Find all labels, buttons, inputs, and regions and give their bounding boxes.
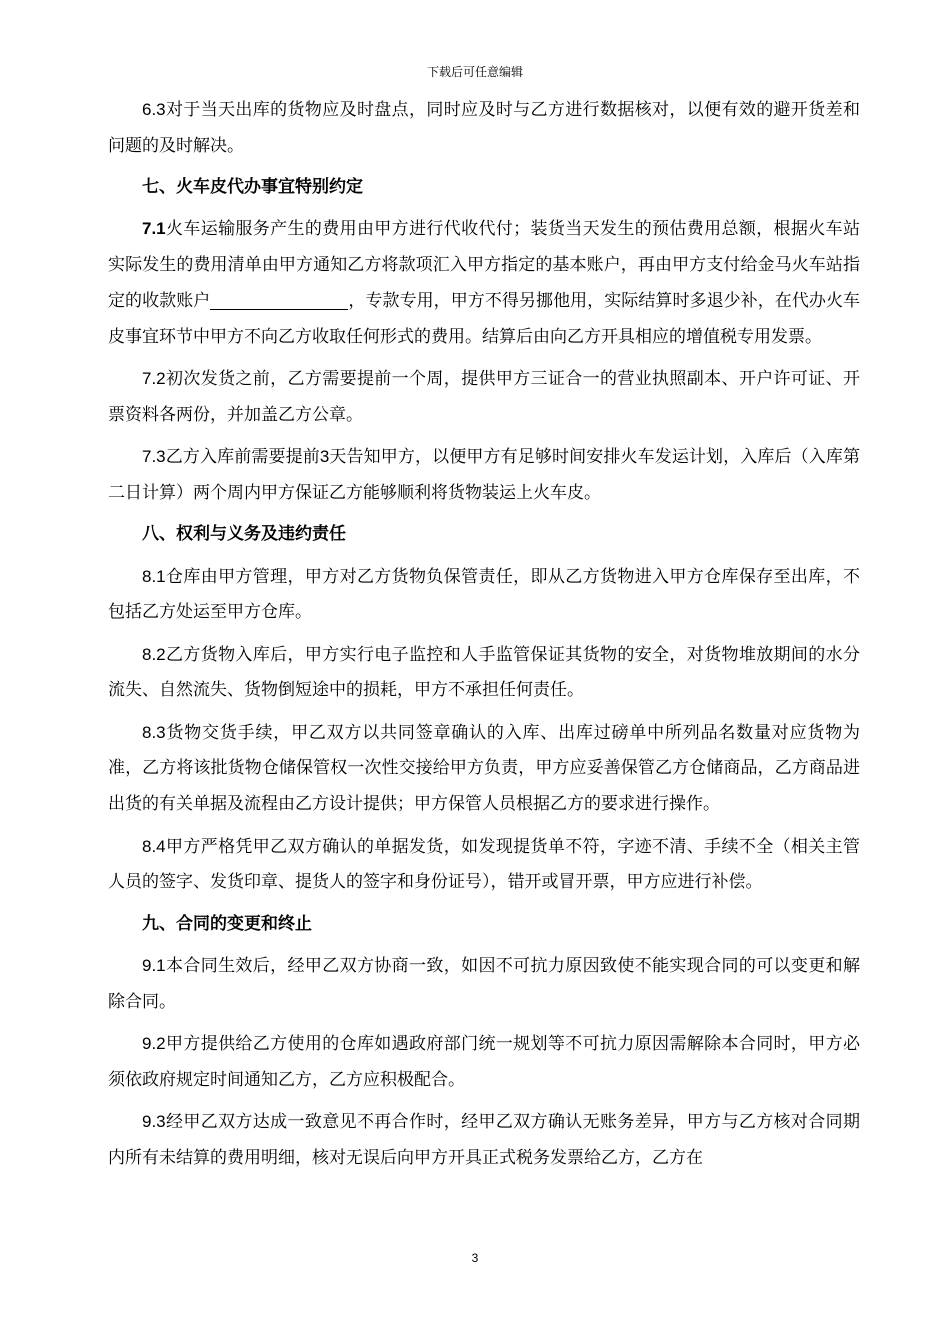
clause-8-1 bbox=[108, 559, 860, 631]
clause-number: 8.3 bbox=[142, 722, 166, 742]
document-body bbox=[108, 92, 860, 1182]
clause-number: 8.1 bbox=[142, 566, 166, 586]
clause-9-1 bbox=[108, 948, 860, 1020]
clause-number: 7.2 bbox=[142, 368, 166, 388]
clause-text: 本合同生效后，经甲乙双方协商一致，如因不可抗力原因致使不能实现合同的可以变更和解除合同。 bbox=[108, 956, 860, 1012]
clause-number: 9.2 bbox=[142, 1034, 166, 1054]
clause-6-3 bbox=[108, 92, 860, 164]
clause-number: 7.1 bbox=[142, 219, 166, 239]
notice-days: 3 bbox=[319, 447, 330, 467]
clause-text-continued: 天告知甲方，以便甲方有足够时间安排火车发运计划，入库后（入库第二日计算）两个周内甲方保证乙方能够顺利将货物装运上火车皮。 bbox=[108, 447, 861, 503]
clause-9-3 bbox=[108, 1104, 860, 1176]
clause-7-3 bbox=[108, 439, 860, 511]
clause-text: 乙方入库前需要提前 bbox=[165, 447, 320, 468]
clause-text: 初次发货之前，乙方需要提前一个周，提供甲方三证合一的营业执照副本、开户许可证、开票资料各两份，并加盖乙方公章。 bbox=[108, 368, 860, 425]
clause-text-continued: ，专款专用，甲方不得另挪他用，实际结算时多退少补，在代办火车皮事宜环节中甲方不向乙方收取任何形式的费用。结算后由向乙方开具相应的增值税专用发票。 bbox=[108, 290, 861, 347]
clause-text: 乙方货物入库后，甲方实行电子监控和人手监管保证其货物的安全，对货物堆放期间的水分流失、自然流失、货物倒短途中的损耗，甲方不承担任何责任。 bbox=[108, 644, 860, 701]
clause-7-2 bbox=[108, 361, 860, 433]
clause-8-3 bbox=[108, 715, 860, 823]
clause-number: 8.4 bbox=[142, 836, 166, 856]
clause-text: 仓库由甲方管理，甲方对乙方货物负保管责任，即从乙方货物进入甲方仓库保存至出库，不包括乙方处运至甲方仓库。 bbox=[108, 566, 860, 623]
clause-text: 火车运输服务产生的费用由甲方进行代收代付；装货当天发生的预估费用总额，根据火车站实际发生的费用清单由甲方通知乙方将款项汇入甲方指定的基本账户，再由甲方支付给金马火车站指定的收款账户 bbox=[108, 219, 860, 311]
clause-number: 6.3 bbox=[142, 100, 166, 119]
account-blank-line bbox=[210, 287, 348, 310]
clause-number: 9.3 bbox=[142, 1112, 166, 1132]
page-number: 3 bbox=[471, 1251, 479, 1265]
section-heading-7: 七、火车皮代办事宜特别约定 bbox=[142, 177, 363, 198]
clause-number: 7.3 bbox=[142, 447, 166, 467]
page-header: 下载后可任意编辑 bbox=[426, 65, 523, 79]
clause-9-2 bbox=[108, 1026, 860, 1098]
section-heading-8: 八、权利与义务及违约责任 bbox=[142, 524, 346, 545]
clause-number: 8.2 bbox=[142, 644, 166, 664]
clause-7-1 bbox=[108, 211, 860, 355]
clause-text: 甲方提供给乙方使用的仓库如遇政府部门统一规划等不可抗力原因需解除本合同时，甲方必须依政府规定时间通知乙方，乙方应积极配合。 bbox=[108, 1034, 860, 1090]
clause-number: 9.1 bbox=[142, 956, 166, 976]
clause-text: 甲方严格凭甲乙双方确认的单据发货，如发现提货单不符，字迹不清、手续不全（相关主管人员的签字、发货印章、提货人的签字和身份证号），错开或冒开票，甲方应进行补偿。 bbox=[108, 836, 860, 893]
clause-text: 经甲乙双方达成一致意见不再合作时，经甲乙双方确认无账务差异，甲方与乙方核对合同期内所有未结算的费用明细，核对无误后向甲方开具正式税务发票给乙方，乙方在 bbox=[108, 1112, 860, 1168]
clause-text: 货物交货手续，甲乙双方以共同签章确认的入库、出库过磅单中所列品名数量对应货物为准，乙方将该批货物仓储保管权一次性交接给甲方负责，甲方应妥善保管乙方仓储商品，乙方商品进出货的有关单据及流程由乙方设计提供；甲方保管人员根据乙方的要求进行操作。 bbox=[108, 722, 860, 815]
clause-8-2 bbox=[108, 637, 860, 709]
clause-8-4 bbox=[108, 829, 860, 901]
section-heading-9: 九、合同的变更和终止 bbox=[142, 913, 312, 934]
clause-text: 对于当天出库的货物应及时盘点，同时应及时与乙方进行数据核对，以便有效的避开货差和问题的及时解决。 bbox=[108, 100, 860, 156]
